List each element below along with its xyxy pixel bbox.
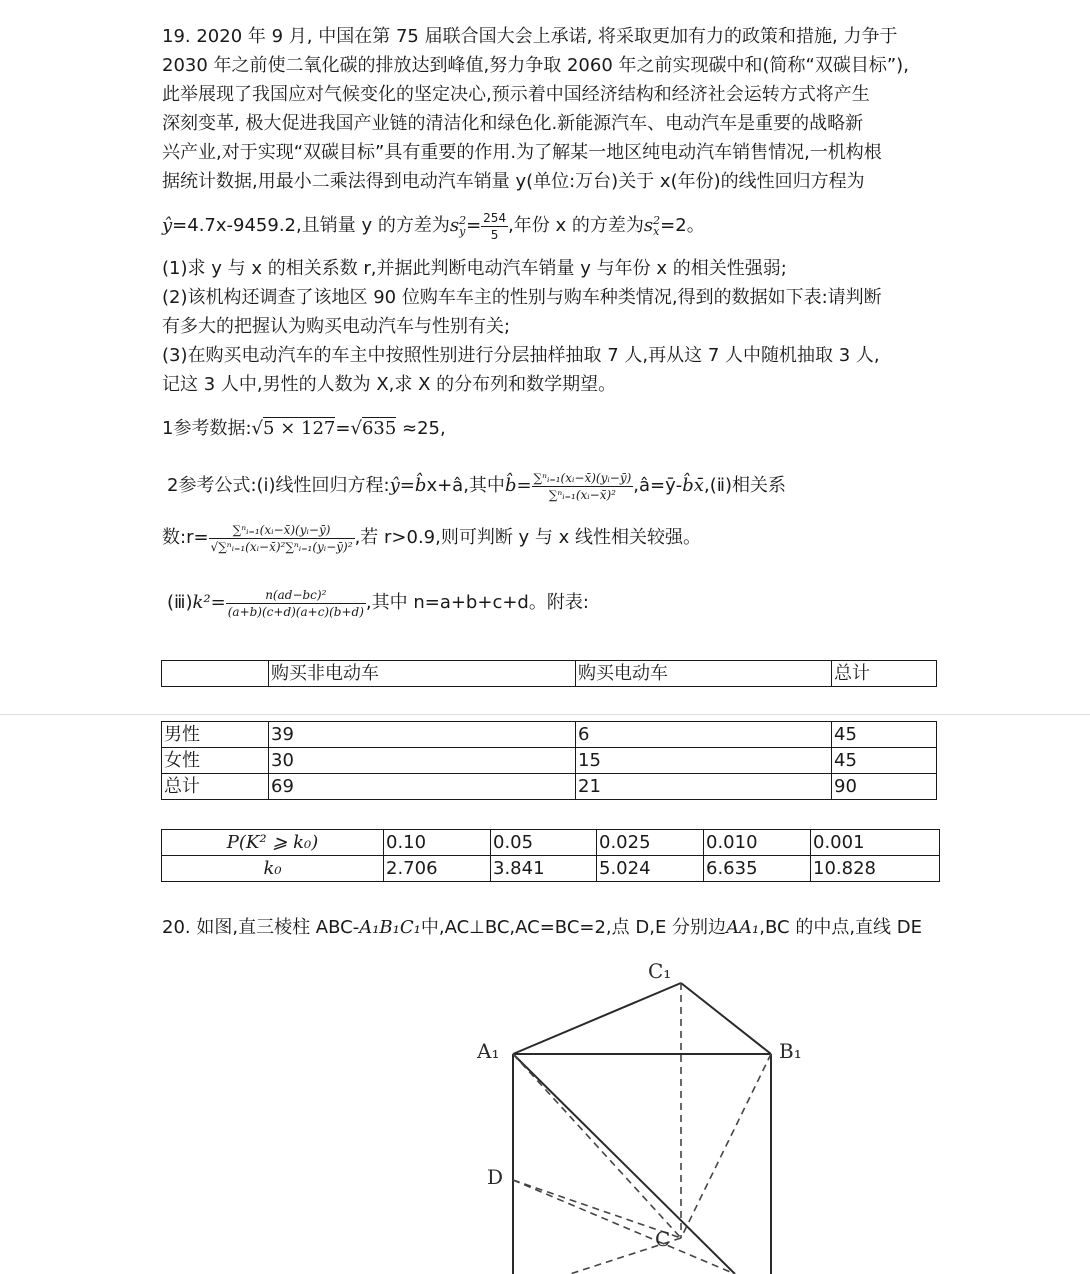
table-cell: 69 [269,774,576,800]
table-cell: 男性 [162,722,269,748]
formula-1-bhat2: b̂= [504,475,532,496]
variance-y-denominator: 5 [490,227,499,242]
formula-3-end: ,其中 n=a+b+c+d。附表: [365,592,589,613]
formula-3-prefix: (ⅲ) [167,592,193,613]
b-hat-numerator: ∑ⁿᵢ₌₁(xᵢ−x̄)(yᵢ−ȳ) [533,470,632,485]
edge-a1b-diagonal [513,1054,735,1274]
regression-mid-text: ,年份 x 的方差为 [508,215,644,236]
q19-part-1: (1)求 y 与 x 的相关系数 r,并据此判断电动汽车销量 y 与年份 x 的相关性强弱; [162,258,787,279]
table-cell: 总计 [832,661,937,687]
table-cell: 0.025 [597,830,704,856]
q20-aa1: AA₁ [726,917,760,938]
regression-end-text: =2。 [660,215,705,236]
ref-eq-sign: = [335,418,351,439]
edge-a1c-hidden [513,1054,681,1238]
formula-2-prefix: 数:r= [162,527,209,548]
table-cell: 2.706 [384,856,491,882]
k2-denominator: (a+b)(c+d)(a+c)(b+d) [227,604,364,619]
table-cell: 3.841 [491,856,597,882]
sx-sub: x [653,225,660,238]
edge-c1b1 [681,983,771,1054]
table-cell: 6.635 [704,856,811,882]
q19-line-4: 深刻变革, 极大促进我国产业链的清洁化和绿色化.新能源汽车、电动汽车是重要的战略新 [162,113,864,134]
sx-sup: 2 [653,214,661,227]
formula-1-prefix: 2参考公式:(ⅰ)线性回归方程: [167,475,390,496]
label-a1: A₁ [477,1039,500,1063]
table-cell: 45 [832,748,937,774]
q19-line-3: 此举展现了我国应对气候变化的坚定决心,预示着中国经济结构和经济社会运转方式将产生 [162,84,870,105]
edge-b1c-hidden [681,1054,771,1238]
sqrt-radicand-2: 635 [361,418,397,439]
table-cell: 90 [832,774,937,800]
sqrt-sign-1: √ [251,418,264,439]
k2-symbol: k²= [192,592,226,613]
q20-a1b1c1: A₁B₁C₁ [359,917,421,938]
q19-line-1: 19. 2020 年 9 月, 中国在第 75 届联合国大会上承诺, 将采取更加有力的政策和措施, 力争于 [162,26,898,47]
r-numerator: ∑ⁿᵢ₌₁(xᵢ−x̄)(yᵢ−ȳ) [209,524,355,539]
q19-part-3-cont: 记这 3 人中,男性的人数为 X,求 X 的分布列和数学期望。 [162,374,617,395]
formula-1-yhat: ŷ= [389,475,415,496]
formula-1-bxbar: b̂x̄ [682,475,704,496]
q20-text-c: ,BC 的中点,直线 DE [759,917,923,938]
label-b1: B₁ [779,1039,802,1063]
table-cell: 5.024 [597,856,704,882]
table-cell: 6 [576,722,832,748]
eq-sign: = [466,215,482,236]
r-denominator: √∑ⁿᵢ₌₁(xᵢ−x̄)²∑ⁿᵢ₌₁(yᵢ−ȳ)² [210,539,353,554]
ref-data-prefix: 1参考数据: [162,418,252,439]
q20-text-b: 中,AC⊥BC,AC=BC=2,点 D,E 分别边 [420,917,727,938]
table-cell: 0.010 [704,830,811,856]
table-cell: 0.10 [384,830,491,856]
table-cell: 45 [832,722,937,748]
table-cell: 总计 [162,774,269,800]
formula-1-end: ,(ⅱ)相关系 [703,475,786,496]
sqrt-radicand-1: 5 × 127 [263,418,336,439]
sy-sub: y [459,225,466,238]
q19-part-2: (2)该机构还调查了该地区 90 位购车车主的性别与购车种类情况,得到的数据如下表:请判断 [162,287,882,308]
label-d: D [487,1165,504,1189]
table-cell: 39 [269,722,576,748]
edge-a1c1 [513,983,681,1054]
table-cell: P(K² ⩾ k₀) [162,830,384,856]
q19-line-6: 据统计数据,用最小二乘法得到电动汽车销量 y(单位:万台)关于 x(年份)的线性回归方程为 [162,171,865,192]
formula-1-mid: x+â,其中 [426,475,505,496]
table-cell: 购买电动车 [576,661,832,687]
regression-text: =4.7x-9459.2,且销量 y 的方差为 [172,215,450,236]
k2-numerator: n(ad−bc)² [226,589,366,604]
q19-part-3: (3)在购买电动汽车的车主中按照性别进行分层抽样抽取 7 人,再从这 7 人中随机抽取 3 人, [162,345,880,366]
q19-line-5: 兴产业,对于实现“双碳目标”具有重要的作用.为了解某一地区纯电动汽车销售情况,一机构根 [162,142,882,163]
q19-line-2: 2030 年之前使二氧化碳的排放达到峰值,努力争取 2060 年之前实现碳中和(简称“双碳目标”), [162,55,909,76]
table-cell: k₀ [162,856,384,882]
variance-y-numerator: 254 [483,210,507,225]
formula-1-bhat: b̂ [414,475,427,496]
formula-2-end: ,若 r>0.9,则可判断 y 与 x 线性相关较强。 [354,527,702,548]
table-cell: 10.828 [811,856,940,882]
table-cell: 0.001 [811,830,940,856]
b-hat-denominator: ∑ⁿᵢ₌₁(xᵢ−x̄)² [548,487,616,502]
sy-symbol: s [449,215,460,236]
table-cell: 21 [576,774,832,800]
q20-text-a: 20. 如图,直三棱柱 ABC- [162,917,360,938]
yhat-symbol: ŷ [162,215,173,236]
sqrt-sign-2: √ [350,418,362,439]
q19-part-2-cont: 有多大的把握认为购买电动汽车与性别有关; [162,316,511,337]
table-cell: 购买非电动车 [269,661,576,687]
table-cell: 15 [576,748,832,774]
table-cell: 0.05 [491,830,597,856]
table-cell: 30 [269,748,576,774]
label-c1: C₁ [648,959,672,983]
ref-approx: ≈25, [396,418,446,439]
label-c: C [655,1227,671,1251]
table-cell: 女性 [162,748,269,774]
sy-sup: 2 [459,214,467,227]
sx-symbol: s [643,215,654,236]
formula-1-ahat: ,â=ȳ- [633,475,683,496]
